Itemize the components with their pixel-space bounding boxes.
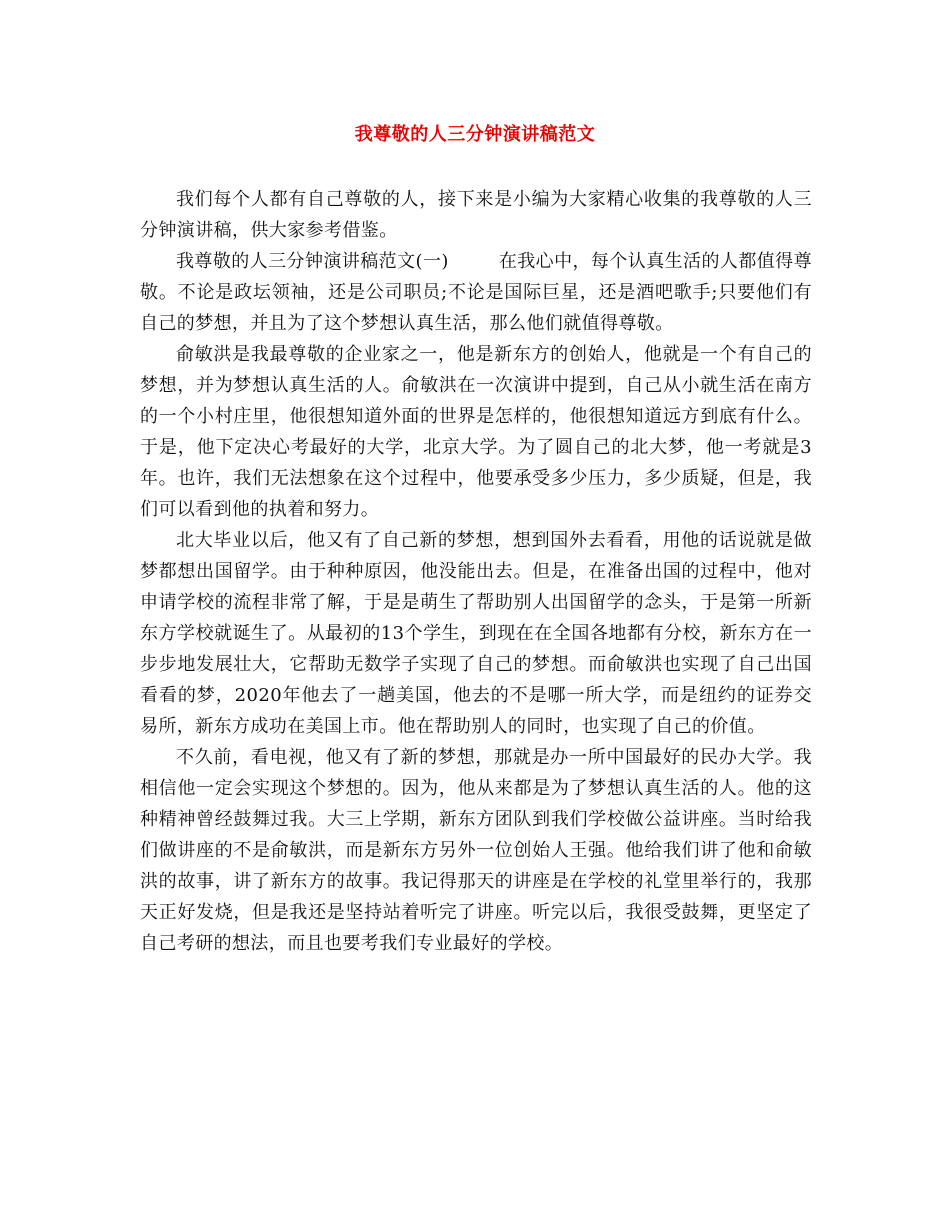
body-paragraph [140,339,812,525]
document-body [140,184,812,959]
intro-paragraph [140,184,812,246]
sample-one-paragraph-text: 在我心中，每个认真生活的人都值得尊敬。不论是政坛领袖，还是公司职员;不论是国际巨星，还是酒吧歌手;只要他们有自己的梦想，并且为了这个梦想认真生活，那么他们就值得尊敬。 [140,251,812,334]
body-paragraph-text: 不久前，看电视，他又有了新的梦想，那就是办一所中国最好的民办大学。我相信他一定会实现这个梦想的。因为，他从来都是为了梦想认真生活的人。他的这种精神曾经鼓舞过我。大三上学期，新东方团队到我们学校做公益讲座。当时给我们做讲座的不是俞敏洪，而是新东方另外一位创始人王强。他给我们讲了他和俞敏洪的故事，讲了新东方的故事。我记得那天的讲座是在学校的礼堂里举行的，我那天正好发烧，但是我还是坚持站着听完了讲座。听完以后，我很受鼓舞，更坚定了自己考研的想法，而且也要考我们专业最好的学校。 [140,747,812,954]
body-paragraph-text: 俞敏洪是我最尊敬的企业家之一，他是新东方的创始人，他就是一个有自己的梦想，并为梦想认真生活的人。俞敏洪在一次演讲中提到，自己从小就生活在南方的一个小村庄里，他很想知道外面的世界是怎样的，他很想知道远方到底有什么。于是，他下定决心考最好的大学，北京大学。为了圆自己的北大梦，他一考就是3年。也许，我们无法想象在这个过程中，他要承受多少压力，多少质疑，但是，我们可以看到他的执着和努力。 [140,344,812,520]
body-paragraph [140,742,812,959]
document-title: 我尊敬的人三分钟演讲稿范文 [354,124,596,145]
sample-one-paragraph [140,246,812,339]
body-paragraph [140,525,812,742]
intro-paragraph-text: 我们每个人都有自己尊敬的人，接下来是小编为大家精心收集的我尊敬的人三分钟演讲稿，供大家参考借鉴。 [140,189,812,241]
body-paragraph-text: 北大毕业以后，他又有了自己新的梦想，想到国外去看看，用他的话说就是做梦都想出国留学。由于种种原因，他没能出去。但是，在准备出国的过程中，他对申请学校的流程非常了解，于是是萌生了帮助别人出国留学的念头，于是第一所新东方学校就诞生了。从最初的13个学生，到现在在全国各地都有分校，新东方在一步步地发展壮大，它帮助无数学子实现了自己的梦想。而俞敏洪也实现了自己出国看看的梦，2020年他去了一趟美国，他去的不是哪一所大学，而是纽约的证券交易所，新东方成功在美国上市。他在帮助别人的同时，也实现了自己的价值。 [140,530,812,737]
sample-one-heading: 我尊敬的人三分钟演讲稿范文(一) [176,251,449,272]
